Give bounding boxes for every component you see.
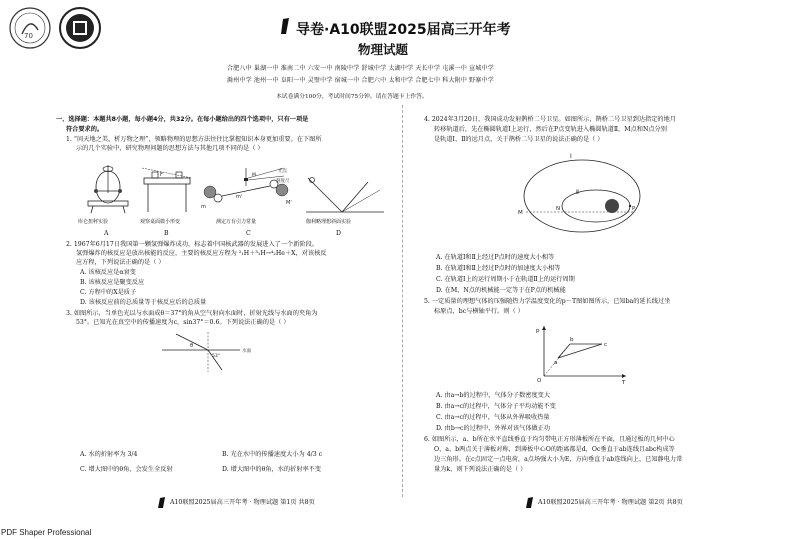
q2-option-d[interactable]: D. 该核反应前的总质量等于核反应后的总质量: [80, 299, 207, 306]
q3-option-c[interactable]: C. 增大图中的θ角，会发生全反射: [80, 466, 173, 473]
q4-P-label: P: [632, 206, 636, 212]
q1-choice-c[interactable]: C: [246, 230, 251, 237]
footer-brand-icon-right: [526, 494, 536, 506]
q5-option-d[interactable]: D. 由b→c的过程中，外界对该气体做正功: [436, 425, 551, 432]
schools-line-1: 合肥八中 巢湖一中 淮南二中 六安一中 南陵中学 舒城中学 太湖中学 天长中学 屯溪一中 宣城中学: [227, 65, 494, 72]
q1-label-scale: 刻度尺: [276, 179, 290, 184]
q3-water-label: 水面: [242, 349, 251, 354]
footer-brand-icon-left: [158, 494, 168, 506]
q5-axis-T: T: [622, 380, 626, 384]
school-emblem-logo: [58, 6, 102, 50]
q3-theta-label: θ: [190, 343, 194, 349]
q3-option-b[interactable]: B. 光在水中的传播速度大小为 4/3 c: [222, 451, 323, 458]
q1-caption-a: 库仑扭秤实验: [78, 219, 109, 225]
svg-text:F: F: [160, 172, 163, 178]
q5-point-a: a: [554, 360, 558, 366]
q1-figure-cavendish: [196, 164, 296, 216]
q1-choice-a[interactable]: A: [104, 230, 109, 237]
q1-figure-galileo-incline: [302, 172, 388, 216]
q6-line-4: 量为k，则下列说法正确的是（ ）: [434, 466, 527, 473]
q4-M-label: M: [518, 210, 523, 216]
q1-choice-d[interactable]: D: [336, 230, 341, 237]
q4-orbit-2-label: Ⅱ: [576, 189, 579, 196]
q1-label-M-prime: M': [286, 200, 292, 206]
q2-line-2: 氢弹爆炸的核反应是放出核能的反应，主要的核反应方程为 ²₁H＋³₁H→⁴₂He＋X，对该核反: [76, 250, 327, 257]
q5-option-a[interactable]: A. 由a→b的过程中，气体分子数密度变大: [436, 392, 551, 399]
exam-subtitle: 物理试题: [358, 42, 409, 57]
q2-option-c[interactable]: C. 方程中的X是质子: [80, 289, 137, 296]
q1-label-mirror: M: [252, 173, 256, 178]
q1-figure-torsion-balance: [78, 163, 138, 215]
q5-point-b: b: [570, 337, 574, 343]
q6-line-1: 6. 如图所示，a、b所在水平直线垂直于均匀带电正方形薄板所在平面，且通过板的几何中心: [424, 436, 675, 443]
q4-N-label: N: [556, 206, 561, 212]
q1-line-1: 1. “问天地之美，析万物之理”，领略物理的思想方法往往比掌握知识本身更加重要。在下图所: [66, 136, 322, 143]
q2-line-1: 2. 1967年6月17日我国第一颗氢弹爆炸成功，标志着中国核武器的发展进入了一个新阶段。: [66, 241, 318, 248]
column-divider: [402, 105, 403, 497]
q4-line-2: 转移轨道后，先在椭圆轨道Ⅰ上运行，然后在P点变轨进入椭圆轨道Ⅱ，M点和N点分别: [434, 126, 667, 133]
brand-mark-icon: [280, 17, 294, 35]
q3-option-d[interactable]: D. 增大图中的θ角，水的折射率不变: [222, 466, 322, 473]
q2-option-b[interactable]: B. 该核反应是聚变反应: [80, 279, 145, 286]
q3-refraction-figure: [162, 330, 262, 374]
q5-pT-graph: [534, 322, 630, 384]
q4-orbit-figure: [512, 150, 652, 242]
schools-line-2: 滁州中学 池州一中 阜阳一中 灵璧中学 宿城一中 合肥六中 太和中学 合肥七中 科大附中 野寨中学: [227, 77, 494, 84]
q4-orbit-1-label: Ⅰ: [570, 153, 572, 160]
q1-caption-d: 伽利略理想斜面实验: [306, 219, 352, 225]
q5-point-c: c: [604, 342, 608, 348]
q3-line-1: 3. 如图所示，当单色光以与水面成θ＝37°的角从空气射向水面时，折射光线与水面的夹角为: [66, 310, 318, 317]
q1-label-m-prime: m': [236, 194, 243, 200]
q3-option-a[interactable]: A. 水的折射率为 3/4: [80, 451, 138, 458]
svg-text:70: 70: [24, 32, 33, 40]
q4-option-b[interactable]: B. 在轨道Ⅰ和Ⅱ上经过P点时的加速度大小相等: [436, 265, 561, 272]
exam-title: 导卷·A10联盟2025届高三开年考: [296, 22, 511, 38]
q4-option-c[interactable]: C. 在轨道Ⅰ上的运行周期小于在轨道Ⅱ上的运行周期: [436, 276, 575, 283]
q1-figure-table-deformation: [138, 166, 196, 216]
footer-right: A10联盟2025届高三开年考 · 物理试题 第2页 共8页: [538, 499, 683, 506]
school-seal-logo: [8, 6, 52, 50]
q5-option-c[interactable]: C. 由a→c的过程中，气体从外界吸收热量: [436, 414, 550, 421]
q6-line-2: O，a、b两点关于薄板对称，到薄板中心O的距离都是d，Oc垂直于ab连线且abc构成等: [434, 446, 675, 453]
q2-line-3: 应方程，下列说法正确的是（ ）: [76, 259, 165, 266]
q5-origin: O: [537, 378, 542, 384]
q3-line-2: 53°。已知光在真空中的传播速度为c，sin37°＝0.6。下列说法正确的是（ ）: [76, 319, 290, 326]
q4-option-a[interactable]: A. 在轨道Ⅰ和Ⅱ上经过P点时的速度大小相等: [436, 254, 555, 261]
q1-label-laser: 光点: [278, 169, 287, 174]
q1-choice-b[interactable]: B: [164, 230, 169, 237]
q5-line-2: 标原点，bc与横轴平行。则（ ）: [434, 308, 524, 315]
q5-axis-p: p: [536, 328, 540, 334]
exam-notice: 本试卷满分100分，考试时间75分钟。请在答题卡上作答。: [276, 94, 428, 100]
q3-angle-label: 53°: [212, 354, 220, 359]
watermark-text: PDF Shaper Professional: [1, 528, 92, 537]
q4-line-3: 是轨道Ⅰ、Ⅱ的远月点，关于鹊桥二号卫星的说法正确的是（ ）: [434, 136, 604, 143]
section-heading: 一、选择题：本题共8小题，每小题4分，共32分。在每小题给出的四个选项中，只有一项是: [56, 116, 309, 123]
q4-line-1: 4. 2024年3月20日，我国成功发射鹊桥二号卫星。如图所示，鹊桥二号卫星到达指定的地月: [424, 116, 676, 123]
q4-option-d[interactable]: D. 在M、N点的机械能一定等于在P点的机械能: [436, 287, 566, 294]
q1-caption-b: 观察桌面微小形变: [140, 219, 181, 225]
q5-line-1: 5. 一定质量的理想气体的压强随热力学温度变化的p－T图如图所示，已知ba的延长线过坐: [424, 298, 671, 305]
q5-option-b[interactable]: B. 由a→c的过程中，气体分子平均动能不变: [436, 403, 556, 410]
q1-caption-c: 测定万有引力常量: [216, 219, 257, 225]
q1-label-M: m: [201, 204, 206, 210]
q2-option-a[interactable]: A. 该核反应是α衰变: [80, 269, 136, 276]
q1-line-2: 示的几个实验中，研究物理问题的思想方法与其他几项不同的是（ ）: [76, 145, 264, 152]
q6-line-3: 边三角形。在c点固定一点电荷，a点场强大小为E，方向垂直于ab连线向上，已知静电力常: [434, 456, 683, 463]
footer-left: A10联盟2025届高三开年考 · 物理试题 第1页 共8页: [170, 499, 315, 506]
section-heading-cont: 符合要求的。: [66, 126, 104, 133]
